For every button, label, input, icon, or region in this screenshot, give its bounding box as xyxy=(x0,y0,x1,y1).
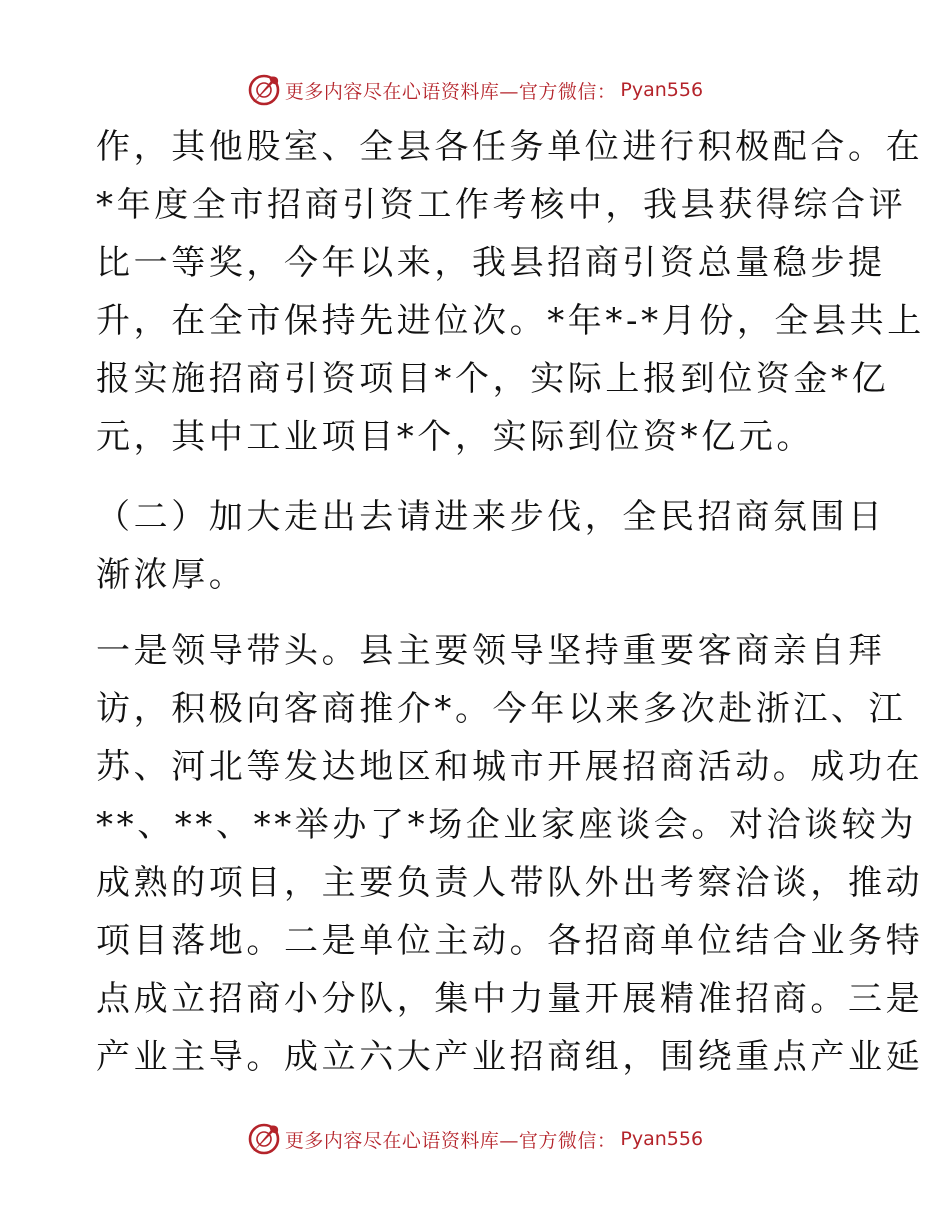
heading-line: （二）加大走出去请进来步伐，全民招商氛围日 xyxy=(96,497,886,537)
watermark-site-text: 更多内容尽在心语资料库—官方微信： xyxy=(284,80,617,103)
text-line: 报实施招商引资项目*个，实际上报到位资金*亿 xyxy=(96,359,890,399)
text-line: 点成立招商小分队，集中力量开展精准招商。三是 xyxy=(96,979,924,1019)
watermark-site-text: 更多内容尽在心语资料库—官方微信： xyxy=(284,1129,617,1152)
text-line: 作，其他股室、全县各任务单位进行积极配合。在 xyxy=(96,127,924,167)
text-line: 一是领导带头。县主要领导坚持重要客商亲自拜 xyxy=(96,631,886,671)
text-line: 成熟的项目，主要负责人带队外出考察洽谈，推动 xyxy=(96,863,924,903)
paragraph-gap xyxy=(96,466,866,488)
paragraph-gap xyxy=(96,604,866,622)
paragraph-3 xyxy=(96,622,924,1086)
text-line: 苏、河北等发达地区和城市开展招商活动。成功在 xyxy=(96,747,924,787)
footer-watermark xyxy=(0,1119,950,1159)
watermark-contact: Pyan556 xyxy=(620,1128,704,1150)
text-line: 元，其中工业项目*个，实际到位资*亿元。 xyxy=(96,417,814,457)
header-watermark xyxy=(0,70,950,110)
paragraph-1 xyxy=(96,118,925,466)
text-line: 访，积极向客商推介*。今年以来多次赴浙江、江 xyxy=(96,689,907,729)
heading-line: 渐浓厚。 xyxy=(96,555,247,595)
text-line: **、**、**举办了*场企业家座谈会。对洽谈较为 xyxy=(96,805,917,845)
document-body xyxy=(96,118,925,1086)
text-line: 产业主导。成立六大产业招商组，围绕重点产业延 xyxy=(96,1037,924,1077)
text-line: *年度全市招商引资工作考核中，我县获得综合评 xyxy=(96,185,907,225)
quill-logo-icon xyxy=(247,1122,281,1156)
watermark-contact: Pyan556 xyxy=(620,79,704,101)
text-line: 比一等奖，今年以来，我县招商引资总量稳步提 xyxy=(96,243,886,283)
text-line: 项目落地。二是单位主动。各招商单位结合业务特 xyxy=(96,921,924,961)
quill-logo-icon xyxy=(247,73,281,107)
section-heading xyxy=(96,488,886,604)
text-line: 升，在全市保持先进位次。*年*-*月份，全县共上 xyxy=(96,301,925,341)
